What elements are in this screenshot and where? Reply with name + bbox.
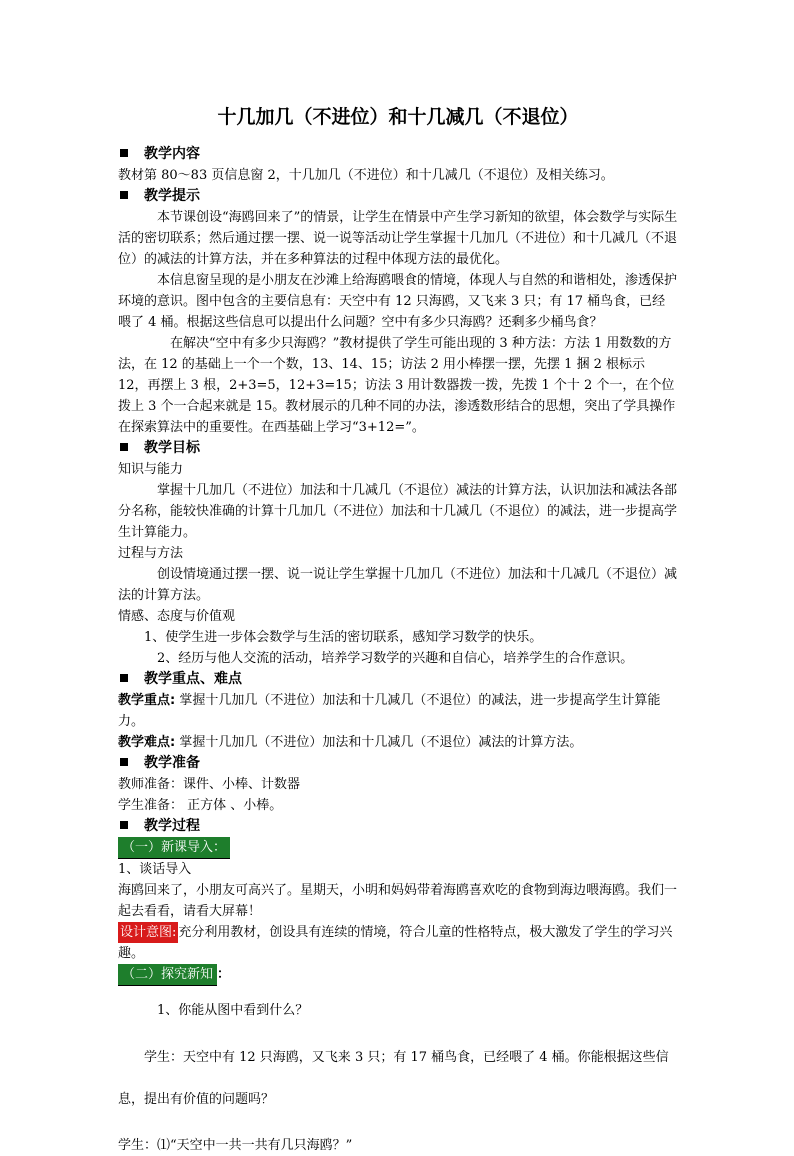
heading-process: 教学过程 [118,816,678,837]
process-intro-text: 海鸥回来了，小朋友可高兴了。星期天，小明和妈妈带着海鸥喜欢吃的食物到海边喂海鸥。我们一起去看看，请看大屏幕！ [118,883,678,919]
process-answer-2: 学生：⑴“天空中一共一共有几只海鸥？” [118,1138,353,1153]
heading-hint: 教学提示 [118,186,678,207]
document-page [118,100,678,1156]
process-item-1: 1、谈话导入 [118,862,192,877]
keypoint-focus: 教学重点: 掌握十几加几（不进位）加法和十几减几（不退位）的减法，进一步提高学生计算能力。 [118,693,661,729]
section-tag-intro: （一）新课导入： [118,837,230,859]
square-bullet-icon [120,149,128,157]
square-bullet-icon [120,191,128,199]
spacer [118,1121,678,1135]
prep-teacher: 教师准备：课件、小棒、计数器 [118,777,301,792]
heading-prep: 教学准备 [118,753,678,774]
spacer [118,986,678,1000]
keypoint-difficulty: 教学难点: 掌握十几加几（不进位）加法和十几减几（不退位）减法的计算方法。 [118,735,583,750]
process-tag-2-row: （二）探究新知 ： [118,964,678,986]
design-intent: 设计意图: 充分利用教材，创设具有连续的情境，符合儿童的性格特点，极大激发了学生的学习兴趣。 [118,922,678,964]
spacer [118,1021,678,1037]
goals-subheading-1: 知识与能力 [118,462,184,477]
process-answer-1: 学生：天空中有 12 只海鸥，又飞来 3 只；有 17 桶鸟食，已经喂了 4 桶。你能根据这些信息，提出有价值的问题吗？ [118,1050,669,1107]
goals-text-2: 创设情境通过摆一摆、说一说让学生掌握十几加几（不进位）加法和十几减几（不退位）减法的计算方法。 [118,567,678,603]
goals-subheading-3: 情感、态度与价值观 [118,609,236,624]
document-title: 十几加几（不进位）和十几减几（不退位） [217,106,579,128]
hint-paragraph-3: 在解决“空中有多少只海鸥？”教材提供了学生可能出现的 3 种方法：方法 1 用数数的方法，在 12 的基础上一个一个数，13、14、15；访法 2 用小棒摆一摆，先摆 1 捆 2 根标示 12，再摆上 3 根，2+3=5，12+3=15；访法 3 用计数器拨一拨，先拨 1 个十 2 个一，在个位拨上 3 个一合起来就是 15。教材展示的几种不同的办法，渗透数形结合的思想，突出了学具操作在探索算法中的重要性。在西基础上学习“3+12=”。 [118,336,676,435]
hint-paragraph-2: 本信息窗呈现的是小朋友在沙滩上给海鸥喂食的情境，体现人与自然的和谐相处，渗透保护环境的意识。图中包含的主要信息有：天空中有 12 只海鸥，又飞来 3 只；有 17 桶鸟食，已经喂了 4 桶。根据这些信息可以提出什么问题？空中有多少只海鸥？还剩多少桶鸟食？ [118,273,678,330]
hint-paragraph-1: 本节课创设“海鸥回来了”的情景，让学生在情景中产生学习新知的欲望，体会数学与实际生活的密切联系；然后通过摆一摆、说一说等活动让学生掌握十几加几（不进位）和十几减几（不退位）的减法的计算方法，并在多种算法的过程中体现方法的最优化。 [118,210,678,267]
content-text: 教材第 80～83 页信息窗 2，十几加几（不进位）和十几减几（不退位）及相关练习。 [118,168,614,183]
goals-subheading-2: 过程与方法 [118,546,184,561]
design-intent-tag: 设计意图: [118,922,178,943]
square-bullet-icon [120,758,128,766]
section-tag-explore: （二）探究新知 [118,964,217,986]
goals-text-1: 掌握十几加几（不进位）加法和十几减几（不退位）减法的计算方法，认识加法和减法各部分名称，能较快准确的计算十几加几（不进位）加法和十几减几（不退位）的减法，进一步提高学生计算能力。 [118,483,678,540]
heading-content: 教学内容 [118,144,678,165]
square-bullet-icon [120,821,128,829]
process-question-1: 1、你能从图中看到什么？ [157,1003,309,1018]
square-bullet-icon [120,674,128,682]
square-bullet-icon [120,443,128,451]
heading-goals: 教学目标 [118,438,678,459]
goals-text-3b: 2、经历与他人交流的活动，培养学习数学的兴趣和自信心，培养学生的合作意识。 [157,651,634,666]
heading-keypoints: 教学重点、难点 [118,669,678,690]
prep-student: 学生准备： 正方体 、小棒。 [118,798,283,813]
process-tag-1-row [118,837,678,859]
goals-text-3a: 1、使学生进一步体会数学与生活的密切联系，感知学习数学的快乐。 [144,630,543,645]
